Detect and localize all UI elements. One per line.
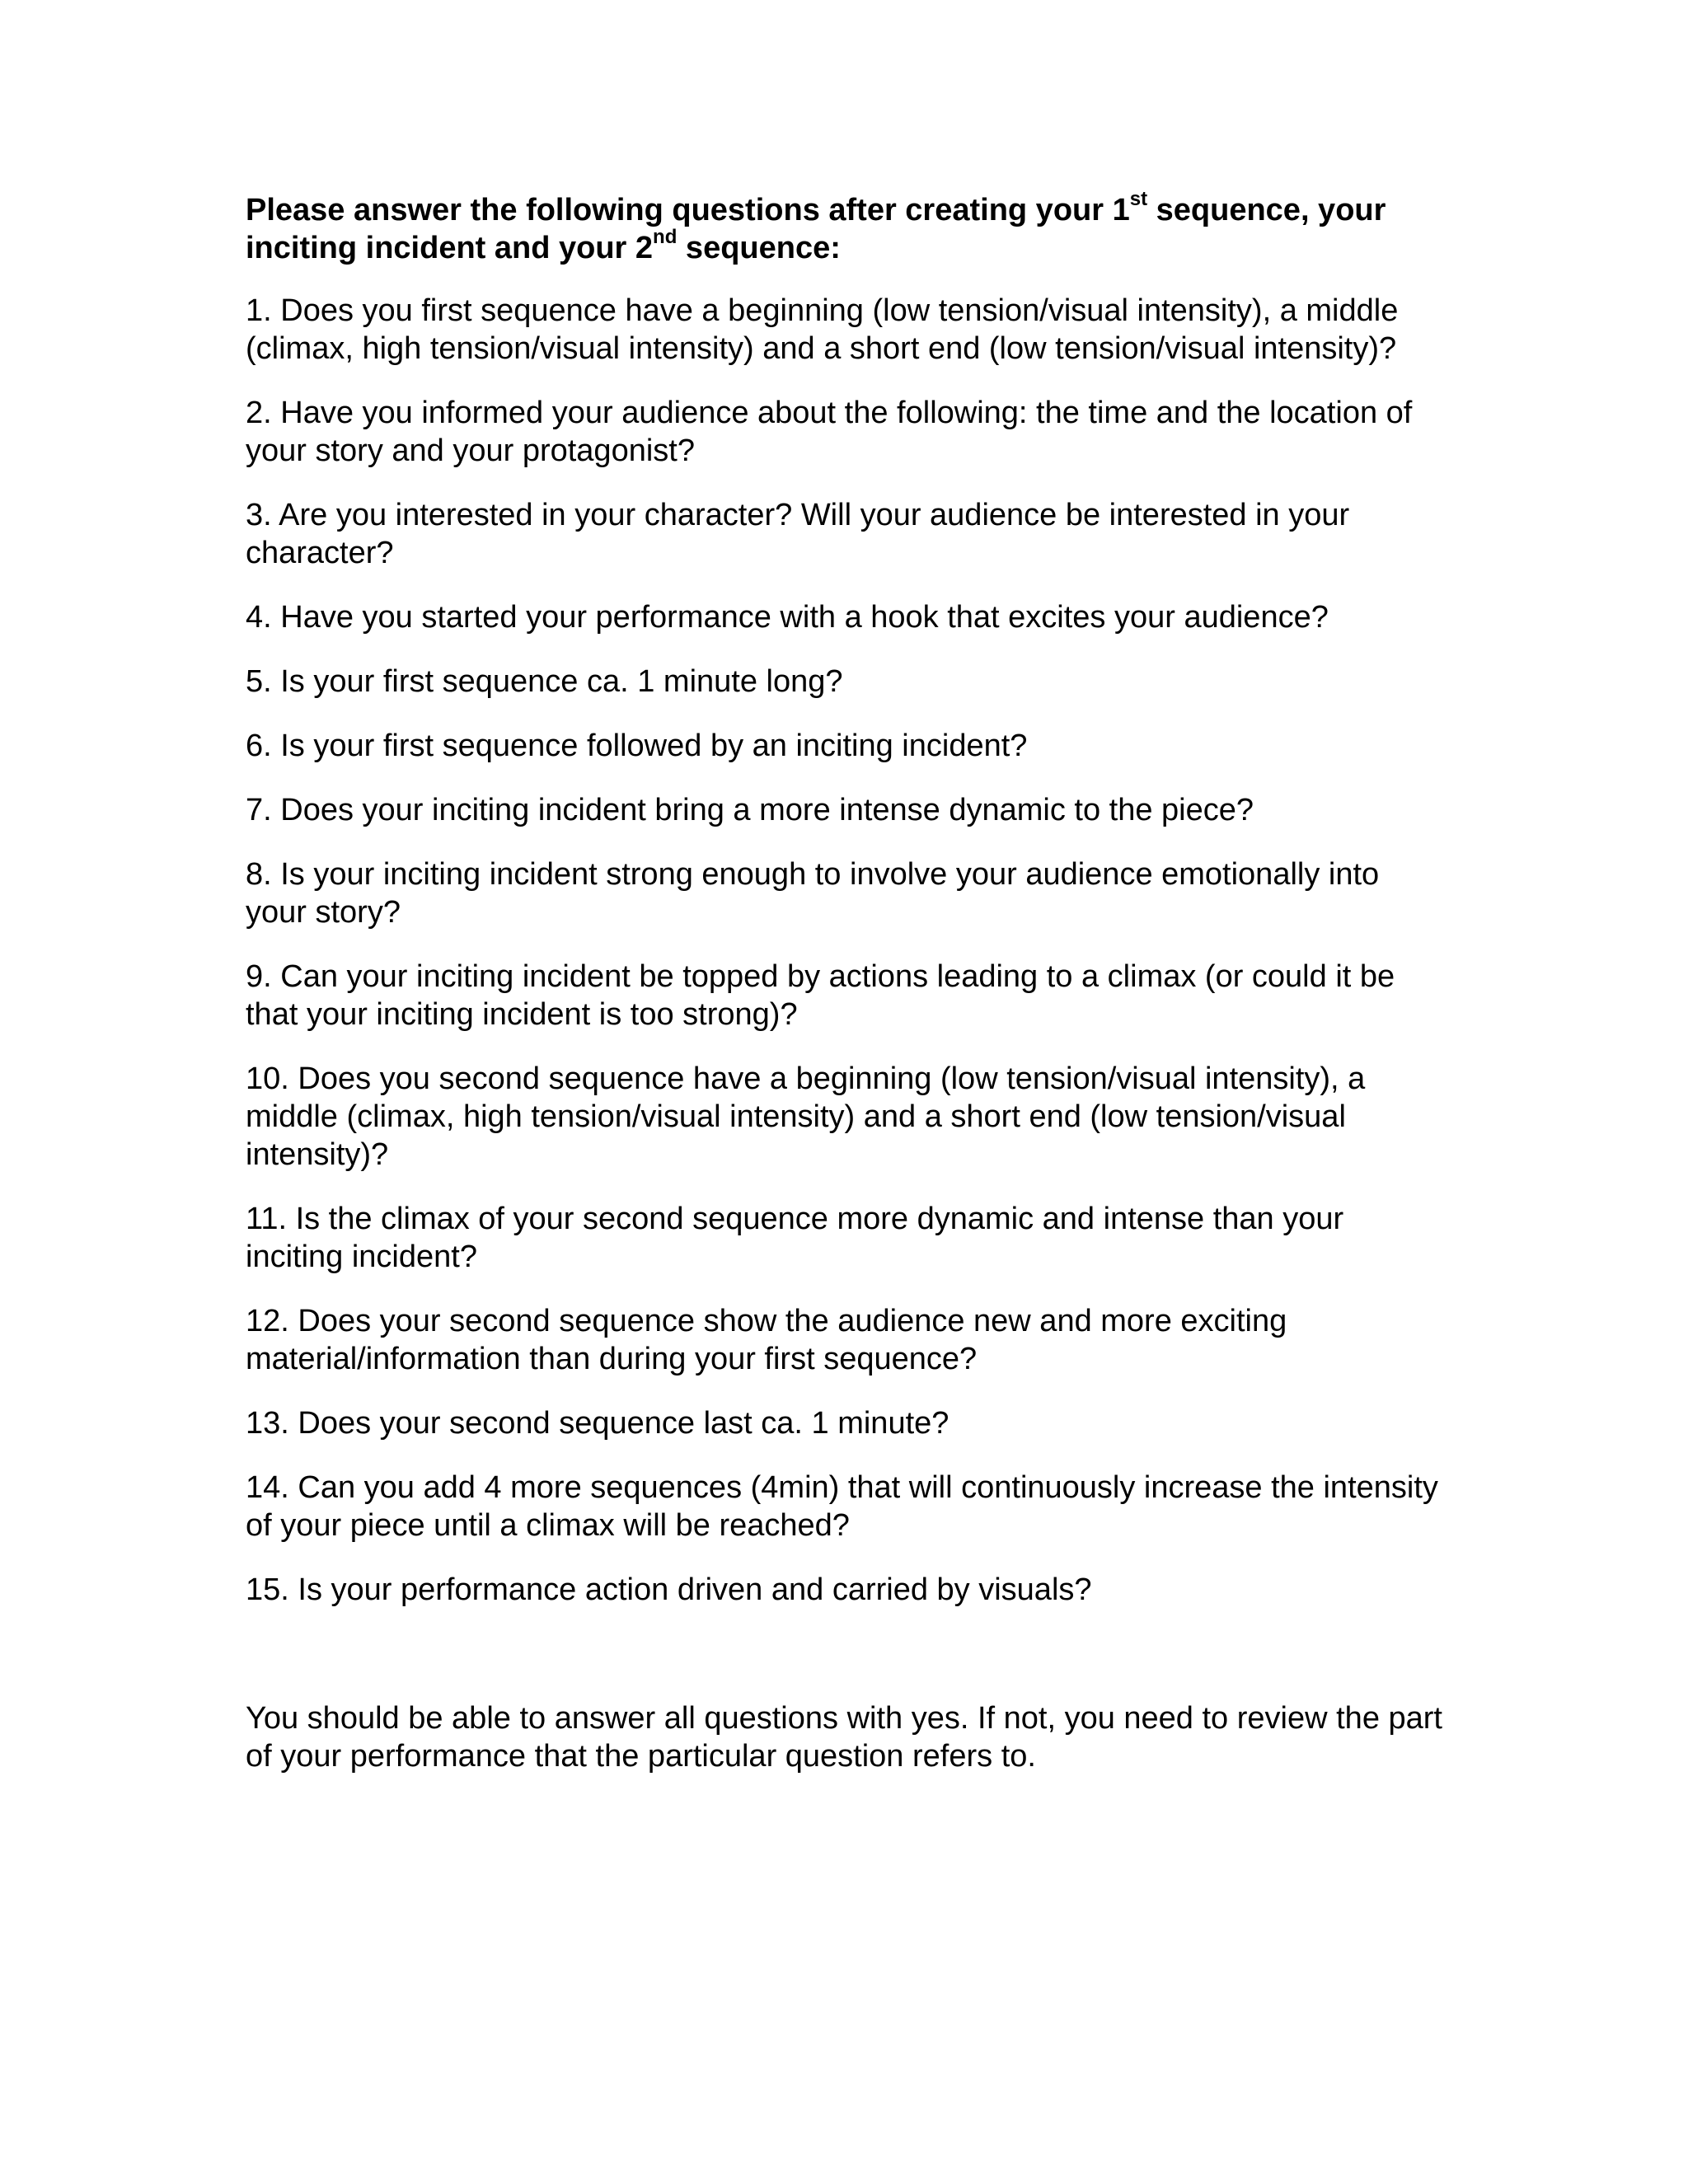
- question-item: 10. Does you second sequence have a beginning (low tension/visual intensity), a middle (climax, high tension/visual intensity) and a short end (low tension/visual intensity)?: [246, 1062, 1366, 1172]
- page-heading: [246, 188, 1442, 267]
- question-item: 5. Is your first sequence ca. 1 minute long?: [246, 664, 843, 699]
- question-item: 11. Is the climax of your second sequence more dynamic and intense than your inciting incident?: [246, 1202, 1344, 1274]
- question-item: 8. Is your inciting incident strong enough to involve your audience emotionally into your story?: [246, 857, 1380, 930]
- heading-text-1: Please answer the following questions after creating your 1: [246, 193, 1130, 227]
- question-item: 12. Does your second sequence show the audience new and more exciting material/information than during your first sequence?: [246, 1304, 1287, 1376]
- heading-text-2: sequence, your inciting incident and your 2: [246, 193, 1386, 265]
- question-item: 15. Is your performance action driven and carried by visuals?: [246, 1572, 1092, 1607]
- heading-superscript-2: nd: [653, 226, 678, 249]
- question-item: 14. Can you add 4 more sequences (4min) that will continuously increase the intensity of your piece until a climax will be reached?: [246, 1470, 1438, 1543]
- question-item: 4. Have you started your performance with a hook that excites your audience?: [246, 600, 1329, 635]
- heading-text-3: sequence:: [677, 231, 841, 265]
- question-item: 1. Does you first sequence have a beginning (low tension/visual intensity), a middle (climax, high tension/visual intensity) and a short end (low tension/visual intensity)?: [246, 293, 1399, 366]
- question-item: 6. Is your first sequence followed by an inciting incident?: [246, 729, 1028, 763]
- question-list: [246, 292, 1442, 1609]
- document-page: [246, 188, 1442, 1807]
- question-item: 3. Are you interested in your character? Will your audience be interested in your character?: [246, 498, 1350, 570]
- closing-paragraph: You should be able to answer all questions with yes. If not, you need to review the part of your performance that the particular question refers to.: [246, 1701, 1442, 1774]
- question-item: 7. Does your inciting incident bring a more intense dynamic to the piece?: [246, 793, 1254, 827]
- question-item: 13. Does your second sequence last ca. 1 minute?: [246, 1406, 950, 1441]
- question-item: 2. Have you informed your audience about the following: the time and the location of your story and your protagonist?: [246, 396, 1413, 468]
- heading-superscript-1: st: [1129, 188, 1148, 211]
- question-item: 9. Can your inciting incident be topped by actions leading to a climax (or could it be that your inciting incident is too strong)?: [246, 959, 1395, 1032]
